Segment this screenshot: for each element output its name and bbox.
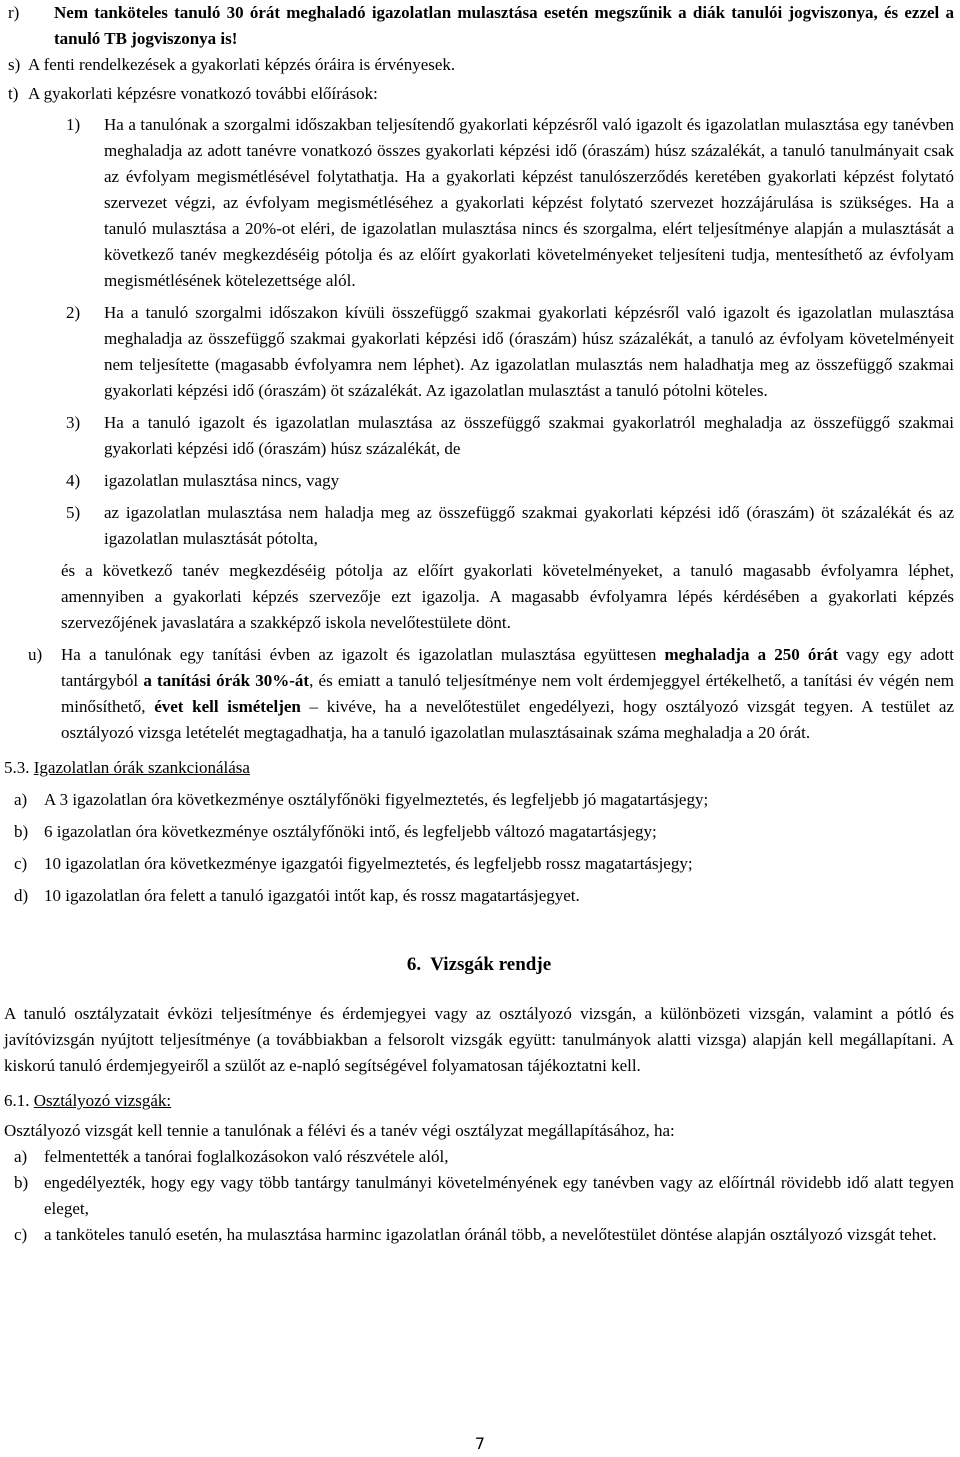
chapter-6-heading: [4, 952, 954, 978]
exam-item-c: [4, 1222, 954, 1248]
u-bold-1: meghaladja a 250 órát: [664, 645, 839, 664]
section-6-1-heading: [4, 1088, 954, 1114]
u-text-2: vagy egy adott tantárgyból: [61, 645, 954, 690]
section-number: 5.3.: [4, 758, 30, 777]
sub-label: 2): [66, 303, 81, 322]
list-label: c): [14, 1225, 28, 1244]
sub-label: 4): [66, 471, 81, 490]
list-text: A 3 igazolatlan óra következménye osztályfőnöki figyelmeztetés, és legfeljebb jó magatartásjegy;: [44, 790, 709, 809]
u-text-3: , és emiatt a tanuló teljesítménye nem volt érdemjeggyel értékelhető, a tanítási év végén nem minősíthető,: [61, 671, 954, 716]
sub-text: az igazolatlan mulasztása nem haladja meg az összefüggő szakmai gyakorlati képzési idő (óraszám) öt százalékát és az igazolatlan mulasztását pótolta,: [104, 503, 954, 548]
chapter-number: 6.: [406, 954, 422, 975]
sub-text: igazolatlan mulasztása nincs, vagy: [104, 471, 340, 490]
list-item-u: [4, 642, 954, 746]
list-label: c): [14, 854, 28, 873]
sub-item-3: [4, 410, 954, 462]
u-bold-3: évet kell ismételjen: [154, 697, 301, 716]
section-title: Osztályozó vizsgák:: [33, 1091, 172, 1110]
list-text: 10 igazolatlan óra felett a tanuló igazgatói intőt kap, és rossz magatartásjegyet.: [44, 886, 580, 905]
list-text: engedélyezték, hogy egy vagy több tantárgy tanulmányi követelményének egy tanévben vagy az előírtnál rövidebb idő alatt tegyen eleget,: [44, 1173, 954, 1218]
list-label: u): [28, 645, 43, 664]
chapter-6-intro: A tanuló osztályzatait évközi teljesítménye és érdemjegyei vagy az osztályozó vizsgán, a különbözeti vizsgán, valamint a pótló és javítóvizsgán nyújtott teljesítménye (a továbbiakban a felsorolt vizsgák együtt: tanulmányok alatti vizsga) alapján kell megállapítani. A kiskorú tanuló érdemjegyeiről a szülőt az e-napló segítségével folyamatosan tájékoztatni kell.: [4, 1004, 954, 1075]
u-text-1: Ha a tanulónak egy tanítási évben az igazolt és igazolatlan mulasztása együttesen: [61, 645, 665, 664]
sub-text: Ha a tanuló szorgalmi időszakon kívüli összefüggő szakmai gyakorlati képzésről való igazolt és igazolatlan mulasztása meghaladja az összefüggő szakmai gyakorlati képzési idő (óraszám) húsz százalékát, a tanuló az évfolyam követelményeit nem teljesítette (magasabb évfolyamra nem léphet). Az igazolatlan mulasztás nem haladhatja meg az összefüggő szakmai gyakorlati képzési idő (óraszám) öt százalékát. Az igazolatlan mulasztást a tanuló pótolni köteles.: [104, 303, 954, 400]
list-item-r: [4, 0, 954, 52]
sanction-item-c: [4, 851, 954, 877]
u-bold-2: a tanítási órák 30%-át: [143, 671, 310, 690]
list-text: [61, 642, 954, 746]
u-text-4: – kivéve, ha a nevelőtestület engedélyezi, hogy osztályozó vizsgát tegyen. A testület az osztályozó vizsga letételét megtagadhatja, ha a tanuló igazolatlan mulasztásainak száma meghaladja a 20 órát.: [61, 697, 955, 742]
t-continuation: és a következő tanév megkezdéséig pótolja az előírt gyakorlati követelményeket, a tanuló magasabb évfolyamra léphet, amennyiben a gyakorlati képzés szervezője ezt igazolja. A magasabb évfolyamra lépés kérdésében a gyakorlati képzés szervezőjének javaslatára a szakképző iskola nevelőtestülete dönt.: [61, 561, 954, 632]
section-5-3-heading: [4, 755, 954, 781]
list-text: a tanköteles tanuló esetén, ha mulasztása harminc igazolatlan óránál több, a nevelőtestület döntése alapján osztályozó vizsgát tehet.: [44, 1225, 937, 1244]
exam-item-a: [4, 1144, 954, 1170]
list-label: a): [14, 1147, 28, 1166]
list-text: Nem tanköteles tanuló 30 órát meghaladó igazolatlan mulasztása esetén megszűnik a diák tanulói jogviszonya, és ezzel a tanuló TB jogviszonya is!: [54, 3, 954, 48]
list-label: a): [14, 790, 28, 809]
list-text: A gyakorlati képzésre vonatkozó további előírások:: [28, 84, 378, 103]
list-text: 10 igazolatlan óra következménye igazgatói figyelmeztetés, és legfeljebb rossz magatartásjegy;: [44, 854, 693, 873]
list-item-t: [4, 81, 954, 107]
list-text: 6 igazolatlan óra következménye osztályfőnöki intő, és legfeljebb változó magatartásjegy;: [44, 822, 657, 841]
list-label: b): [14, 1173, 29, 1192]
sub-item-1: [4, 112, 954, 294]
section-title: Igazolatlan órák szankcionálása: [33, 758, 250, 777]
sanction-item-b: [4, 819, 954, 845]
sub-label: 1): [66, 115, 81, 134]
sub-text: Ha a tanulónak a szorgalmi időszakban teljesítendő gyakorlati képzésről való igazolt és igazolatlan mulasztása egy tanévben meghaladja az adott tanévre vonatkozó összes gyakorlati képzési idő (óraszám) húsz százalékát, a tanuló tanulmányait csak az évfolyam megismétlésével folytathatja. Ha a gyakorlati képzést tanulószerződés keretében gyakorlati képzést folytató szervezet végzi, az évfolyam megismétléséhez a gyakorlati képzést folytató szervezet hozzájárulása is szükséges. Ha a tanuló mulasztása a 20%-ot eléri, de igazolatlan mulasztása nincs és szorgalma, elért teljesítménye alapján a mulasztását a következő tanév megkezdéséig pótolja és az előírt gyakorlati követelményeket teljesíteni tudja, mentesíthető az évfolyam megismétlésének kötelezettsége alól.: [104, 115, 954, 290]
list-text: A fenti rendelkezések a gyakorlati képzés óráira is érvényesek.: [28, 55, 456, 74]
list-label: b): [14, 822, 29, 841]
list-label: r): [8, 3, 20, 22]
sub-item-2: [4, 300, 954, 404]
sub-label: 5): [66, 503, 81, 522]
list-label: t): [8, 84, 19, 103]
list-label: s): [8, 55, 21, 74]
sub-item-5: [4, 500, 954, 552]
sub-item-4: [4, 468, 954, 494]
list-item-s: [4, 52, 954, 78]
list-text: felmentették a tanórai foglalkozásokon való részvétele alól,: [44, 1147, 449, 1166]
sub-text: Ha a tanuló igazolt és igazolatlan mulasztása az összefüggő szakmai gyakorlatról meghaladja az összefüggő szakmai gyakorlati képzési idő (óraszám) húsz százalékát, de: [104, 413, 954, 458]
section-6-1-intro: Osztályozó vizsgát kell tennie a tanulónak a félévi és a tanév végi osztályzat megállapításához, ha:: [4, 1121, 675, 1140]
chapter-title: Vizsgák rendje: [430, 954, 552, 975]
sanction-item-d: [4, 883, 954, 909]
section-number: 6.1.: [4, 1091, 30, 1110]
sanction-item-a: [4, 787, 954, 813]
list-label: d): [14, 886, 29, 905]
sub-label: 3): [66, 413, 81, 432]
page-number: 7: [474, 1434, 486, 1453]
exam-item-b: [4, 1170, 954, 1222]
